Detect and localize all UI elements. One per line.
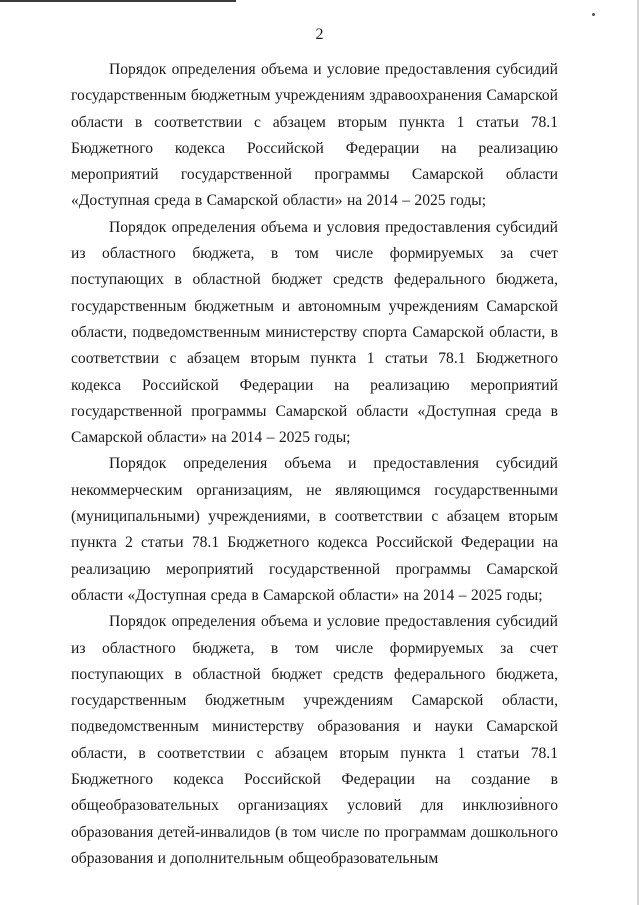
- scan-speck: [592, 13, 595, 16]
- paragraph-sport-subsidies: Порядок определения объема и условия предоставления субсидий из областного бюджета, в том числе формируемых за счет поступающих в областной бюджет средств федерального бюджета, государственным бюджетным и автономным учреждениям Самарской области, подведомственным министерству спорта Самарской области, в соответствии с абзацем вторым пункта 1 статьи 78.1 Бюджетного кодекса Российской Федерации на реализацию мероприятий государственной программы Самарской области «Доступная среда в Самарской области» на 2014 – 2025 годы;: [71, 218, 558, 447]
- paragraph-healthcare-subsidies: Порядок определения объема и условие предоставления субсидий государственным бюджетным учреждениям здравоохранения Самарской области в соответствии с абзацем вторым пункта 1 статьи 78.1 Бюджетного кодекса Российской Федерации на реализацию мероприятий государственной программы Самарской области «Доступная среда в Самарской области» на 2014 – 2025 годы;: [71, 61, 558, 210]
- paragraph-nonprofit-subsidies: Порядок определения объема и предоставления субсидий некоммерческим организациям, не являющимся государственными (муниципальными) учреждениями, в соответствии с абзацем вторым пункта 2 статьи 78.1 Бюджетного кодекса Российской Федерации на реализацию мероприятий государственной программы Самарской области «Доступная среда в Самарской области» на 2014 – 2025 годы;: [71, 455, 558, 604]
- document-body: [71, 57, 558, 872]
- paragraph-education-subsidies: Порядок определения объема и условие предоставления субсидий из областного бюджета, в том числе формируемых за счет поступающих в областной бюджет средств федерального бюджета, государственным бюджетным учреждениям Самарской области, подведомственным министерству образования и науки Самарской области, в соответствии с абзацем вторым пункта 1 статьи 78.1 Бюджетного кодекса Российской Федерации на создание в общеобразовательных организациях условий для инклюзивного образования детей-инвалидов (в том числе по программам дошкольного образования и дополнительным общеобразовательным: [71, 613, 558, 867]
- scan-edge-mark: [0, 0, 236, 2]
- page-number: 2: [315, 26, 324, 43]
